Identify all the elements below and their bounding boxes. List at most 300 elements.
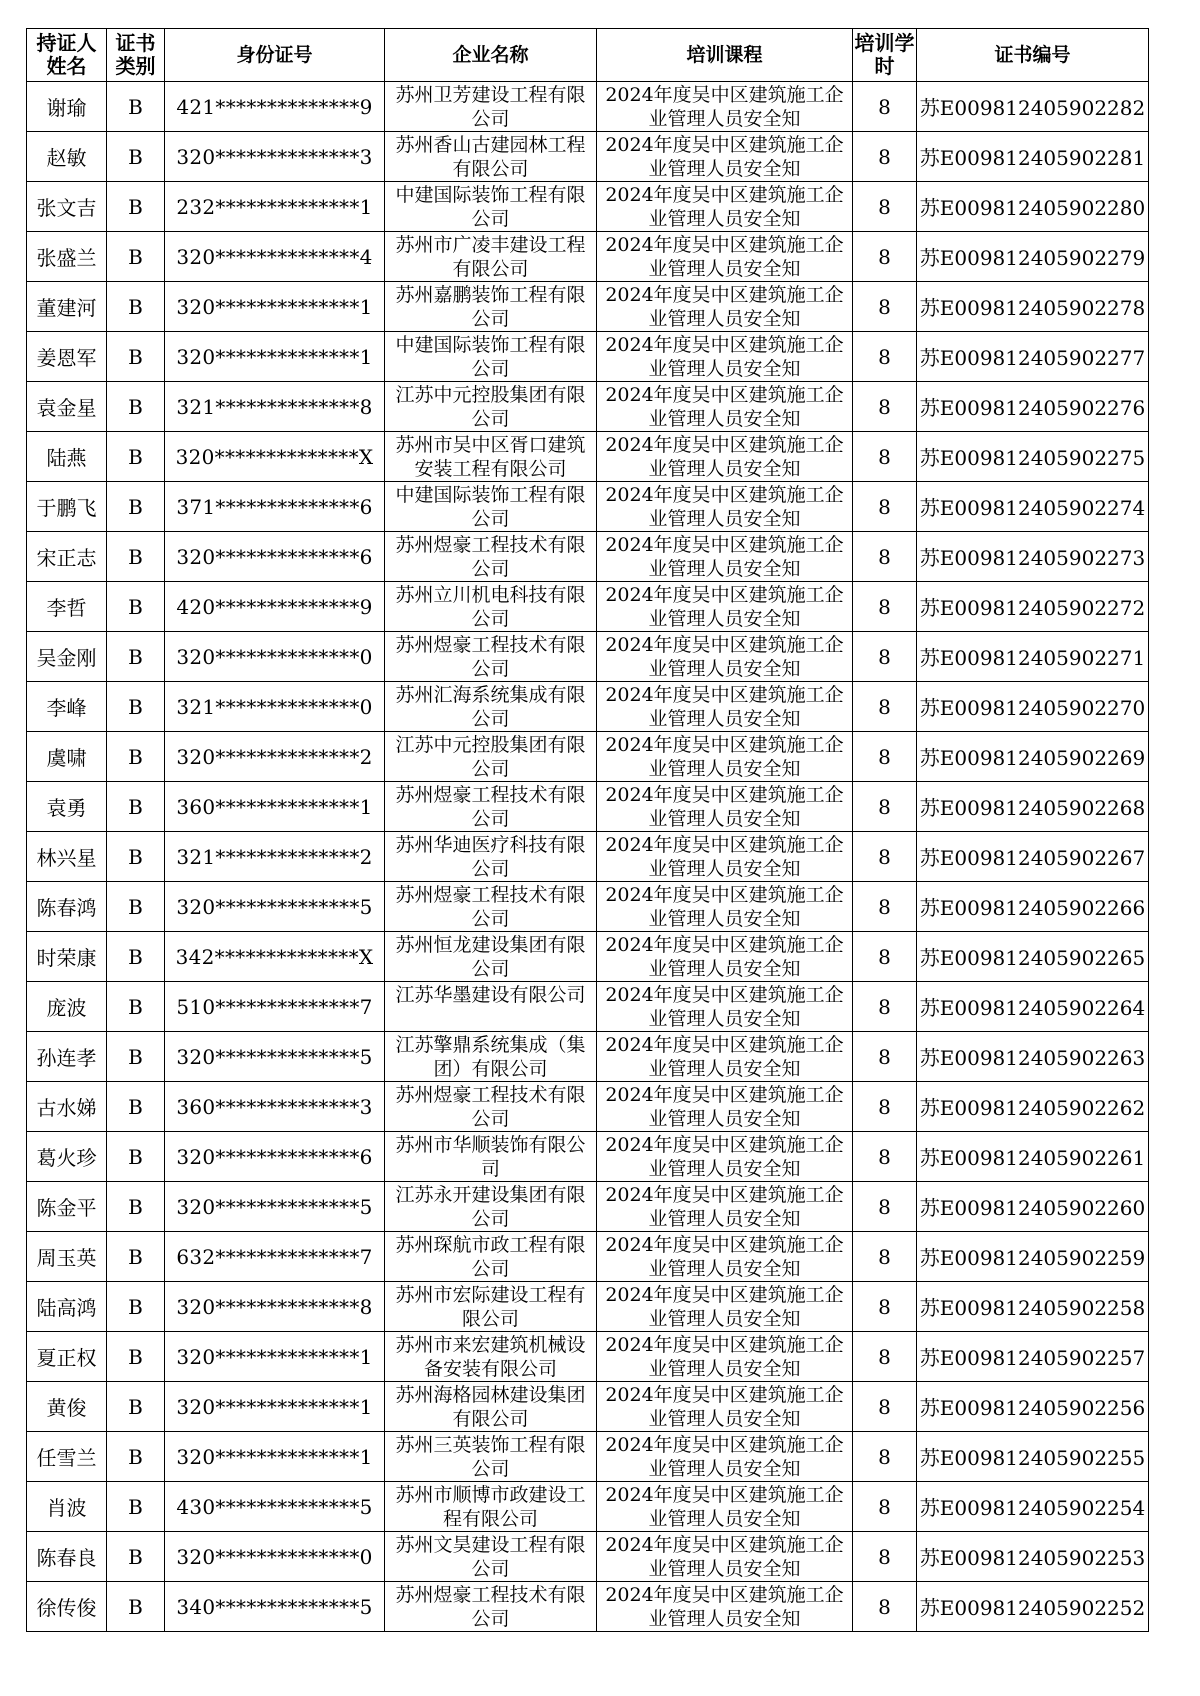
holder-name-cell: 李峰 xyxy=(27,682,107,732)
company-cell xyxy=(385,1082,597,1132)
header-course: 培训课程 xyxy=(597,29,853,82)
hours-cell: 8 xyxy=(853,232,917,282)
id-number-cell: 320**************X xyxy=(165,432,385,482)
course-cell xyxy=(597,432,853,482)
id-number-cell: 320**************4 xyxy=(165,232,385,282)
cert-number-cell: 苏E009812405902272 xyxy=(917,582,1149,632)
holder-name-cell: 于鹏飞 xyxy=(27,482,107,532)
cert-number-cell: 苏E009812405902282 xyxy=(917,82,1149,132)
company-cell-text: 江苏华墨建设有限公司 xyxy=(395,984,586,1006)
table-row xyxy=(27,382,1149,432)
course-cell-text: 2024年度吴中区建筑施工企业管理人员安全知 xyxy=(605,1484,844,1530)
course-cell-text: 2024年度吴中区建筑施工企业管理人员安全知 xyxy=(605,1434,844,1480)
id-number-cell: 320**************3 xyxy=(165,132,385,182)
company-cell-text: 中建国际装饰工程有限公司 xyxy=(395,484,586,530)
cert-type-cell: B xyxy=(107,932,165,982)
cert-number-cell: 苏E009812405902274 xyxy=(917,482,1149,532)
hours-cell: 8 xyxy=(853,1532,917,1582)
company-cell xyxy=(385,332,597,382)
holder-name-cell: 陆燕 xyxy=(27,432,107,482)
cert-number-cell: 苏E009812405902273 xyxy=(917,532,1149,582)
course-cell xyxy=(597,1282,853,1332)
cert-type-cell: B xyxy=(107,82,165,132)
holder-name-cell: 袁勇 xyxy=(27,782,107,832)
company-cell-text: 苏州汇海系统集成有限公司 xyxy=(395,684,586,730)
course-cell-text: 2024年度吴中区建筑施工企业管理人员安全知 xyxy=(605,334,844,380)
id-number-cell: 360**************1 xyxy=(165,782,385,832)
hours-cell: 8 xyxy=(853,1132,917,1182)
header-cert-type: 证书类别 xyxy=(107,29,165,82)
holder-name-cell: 谢瑜 xyxy=(27,82,107,132)
company-cell xyxy=(385,1232,597,1282)
holder-name-cell: 时荣康 xyxy=(27,932,107,982)
holder-name-cell: 古水娣 xyxy=(27,1082,107,1132)
course-cell-text: 2024年度吴中区建筑施工企业管理人员安全知 xyxy=(605,134,844,180)
table-row xyxy=(27,1082,1149,1132)
id-number-cell: 320**************1 xyxy=(165,1382,385,1432)
id-number-cell: 320**************1 xyxy=(165,1332,385,1382)
cert-number-cell: 苏E009812405902265 xyxy=(917,932,1149,982)
table-header xyxy=(27,29,1149,82)
table-row xyxy=(27,332,1149,382)
company-cell xyxy=(385,1382,597,1432)
id-number-cell: 320**************0 xyxy=(165,1532,385,1582)
cert-type-cell: B xyxy=(107,682,165,732)
hours-cell: 8 xyxy=(853,1082,917,1132)
header-id-number: 身份证号 xyxy=(165,29,385,82)
holder-name-cell: 赵敏 xyxy=(27,132,107,182)
holder-name-cell: 陈金平 xyxy=(27,1182,107,1232)
id-number-cell: 321**************2 xyxy=(165,832,385,882)
course-cell-text: 2024年度吴中区建筑施工企业管理人员安全知 xyxy=(605,1184,844,1230)
cert-number-cell: 苏E009812405902271 xyxy=(917,632,1149,682)
company-cell-text: 苏州嘉鹏装饰工程有限公司 xyxy=(395,284,586,330)
company-cell xyxy=(385,482,597,532)
cert-type-cell: B xyxy=(107,1332,165,1382)
cert-type-cell: B xyxy=(107,1032,165,1082)
hours-cell: 8 xyxy=(853,582,917,632)
cert-type-cell: B xyxy=(107,732,165,782)
holder-name-cell: 葛火珍 xyxy=(27,1132,107,1182)
company-cell xyxy=(385,1482,597,1532)
course-cell xyxy=(597,782,853,832)
cert-type-cell: B xyxy=(107,1432,165,1482)
course-cell-text: 2024年度吴中区建筑施工企业管理人员安全知 xyxy=(605,1034,844,1080)
course-cell xyxy=(597,982,853,1032)
cert-type-cell: B xyxy=(107,1232,165,1282)
id-number-cell: 321**************0 xyxy=(165,682,385,732)
cert-type-cell: B xyxy=(107,632,165,682)
holder-name-cell: 任雪兰 xyxy=(27,1432,107,1482)
cert-number-cell: 苏E009812405902255 xyxy=(917,1432,1149,1482)
course-cell xyxy=(597,1332,853,1382)
company-cell xyxy=(385,532,597,582)
company-cell xyxy=(385,1532,597,1582)
cert-number-cell: 苏E009812405902253 xyxy=(917,1532,1149,1582)
cert-type-cell: B xyxy=(107,1482,165,1532)
id-number-cell: 320**************1 xyxy=(165,282,385,332)
cert-type-cell: B xyxy=(107,582,165,632)
company-cell xyxy=(385,832,597,882)
cert-number-cell: 苏E009812405902264 xyxy=(917,982,1149,1032)
company-cell-text: 苏州三英装饰工程有限公司 xyxy=(395,1434,586,1480)
header-cert-number: 证书编号 xyxy=(917,29,1149,82)
table-row xyxy=(27,482,1149,532)
cert-type-cell: B xyxy=(107,1282,165,1332)
company-cell xyxy=(385,1132,597,1182)
company-cell-text: 苏州海格园林建设集团有限公司 xyxy=(395,1384,586,1430)
hours-cell: 8 xyxy=(853,432,917,482)
company-cell-text: 苏州文昊建设工程有限公司 xyxy=(395,1534,586,1580)
company-cell-text: 苏州煜豪工程技术有限公司 xyxy=(395,884,586,930)
holder-name-cell: 夏正权 xyxy=(27,1332,107,1382)
course-cell xyxy=(597,282,853,332)
holder-name-cell: 张文吉 xyxy=(27,182,107,232)
holder-name-cell: 宋正志 xyxy=(27,532,107,582)
hours-cell: 8 xyxy=(853,1032,917,1082)
company-cell xyxy=(385,1282,597,1332)
id-number-cell: 320**************1 xyxy=(165,332,385,382)
holder-name-cell: 林兴星 xyxy=(27,832,107,882)
company-cell-text: 苏州立川机电科技有限公司 xyxy=(395,584,586,630)
cert-type-cell: B xyxy=(107,1582,165,1632)
cert-number-cell: 苏E009812405902257 xyxy=(917,1332,1149,1382)
company-cell xyxy=(385,182,597,232)
cert-number-cell: 苏E009812405902254 xyxy=(917,1482,1149,1532)
cert-type-cell: B xyxy=(107,882,165,932)
table-row xyxy=(27,732,1149,782)
course-cell-text: 2024年度吴中区建筑施工企业管理人员安全知 xyxy=(605,1534,844,1580)
course-cell xyxy=(597,1432,853,1482)
company-cell-text: 苏州煜豪工程技术有限公司 xyxy=(395,1584,586,1630)
cert-type-cell: B xyxy=(107,832,165,882)
header-holder-name: 持证人姓名 xyxy=(27,29,107,82)
company-cell-text: 江苏中元控股集团有限公司 xyxy=(395,734,586,780)
hours-cell: 8 xyxy=(853,1432,917,1482)
course-cell-text: 2024年度吴中区建筑施工企业管理人员安全知 xyxy=(605,234,844,280)
cert-number-cell: 苏E009812405902263 xyxy=(917,1032,1149,1082)
company-cell-text: 苏州琛航市政工程有限公司 xyxy=(395,1234,586,1280)
table-row xyxy=(27,182,1149,232)
course-cell-text: 2024年度吴中区建筑施工企业管理人员安全知 xyxy=(605,634,844,680)
course-cell-text: 2024年度吴中区建筑施工企业管理人员安全知 xyxy=(605,734,844,780)
course-cell-text: 2024年度吴中区建筑施工企业管理人员安全知 xyxy=(605,1284,844,1330)
course-cell-text: 2024年度吴中区建筑施工企业管理人员安全知 xyxy=(605,484,844,530)
hours-cell: 8 xyxy=(853,182,917,232)
table-row xyxy=(27,1482,1149,1532)
id-number-cell: 510**************7 xyxy=(165,982,385,1032)
company-cell-text: 苏州市吴中区胥口建筑安装工程有限公司 xyxy=(395,434,586,480)
table-row xyxy=(27,582,1149,632)
holder-name-cell: 陆高鸿 xyxy=(27,1282,107,1332)
table-row xyxy=(27,932,1149,982)
cert-number-cell: 苏E009812405902270 xyxy=(917,682,1149,732)
course-cell-text: 2024年度吴中区建筑施工企业管理人员安全知 xyxy=(605,534,844,580)
id-number-cell: 632**************7 xyxy=(165,1232,385,1282)
cert-number-cell: 苏E009812405902278 xyxy=(917,282,1149,332)
company-cell xyxy=(385,432,597,482)
cert-number-cell: 苏E009812405902259 xyxy=(917,1232,1149,1282)
course-cell xyxy=(597,682,853,732)
table-row xyxy=(27,982,1149,1032)
company-cell-text: 苏州市宏际建设工程有限公司 xyxy=(395,1284,586,1330)
company-cell xyxy=(385,882,597,932)
id-number-cell: 232**************1 xyxy=(165,182,385,232)
cert-type-cell: B xyxy=(107,1382,165,1432)
table-row xyxy=(27,432,1149,482)
company-cell-text: 苏州卫芳建设工程有限公司 xyxy=(395,84,586,130)
table-row xyxy=(27,1382,1149,1432)
holder-name-cell: 陈春鸿 xyxy=(27,882,107,932)
course-cell xyxy=(597,482,853,532)
course-cell xyxy=(597,332,853,382)
id-number-cell: 321**************8 xyxy=(165,382,385,432)
id-number-cell: 360**************3 xyxy=(165,1082,385,1132)
cert-type-cell: B xyxy=(107,1082,165,1132)
table-row xyxy=(27,1582,1149,1632)
company-cell xyxy=(385,1432,597,1482)
company-cell xyxy=(385,282,597,332)
course-cell-text: 2024年度吴中区建筑施工企业管理人员安全知 xyxy=(605,684,844,730)
course-cell-text: 2024年度吴中区建筑施工企业管理人员安全知 xyxy=(605,434,844,480)
holder-name-cell: 袁金星 xyxy=(27,382,107,432)
company-cell xyxy=(385,382,597,432)
course-cell xyxy=(597,1132,853,1182)
cert-type-cell: B xyxy=(107,282,165,332)
id-number-cell: 320**************0 xyxy=(165,632,385,682)
table-row xyxy=(27,882,1149,932)
course-cell xyxy=(597,1382,853,1432)
hours-cell: 8 xyxy=(853,382,917,432)
cert-number-cell: 苏E009812405902280 xyxy=(917,182,1149,232)
id-number-cell: 320**************6 xyxy=(165,532,385,582)
cert-number-cell: 苏E009812405902281 xyxy=(917,132,1149,182)
table-row xyxy=(27,1282,1149,1332)
table-row xyxy=(27,682,1149,732)
company-cell xyxy=(385,232,597,282)
table-row xyxy=(27,632,1149,682)
holder-name-cell: 周玉英 xyxy=(27,1232,107,1282)
company-cell-text: 苏州恒龙建设集团有限公司 xyxy=(395,934,586,980)
hours-cell: 8 xyxy=(853,832,917,882)
hours-cell: 8 xyxy=(853,632,917,682)
table-row xyxy=(27,282,1149,332)
header-row xyxy=(27,29,1149,82)
course-cell-text: 2024年度吴中区建筑施工企业管理人员安全知 xyxy=(605,1584,844,1630)
company-cell xyxy=(385,932,597,982)
course-cell xyxy=(597,382,853,432)
header-company: 企业名称 xyxy=(385,29,597,82)
cert-type-cell: B xyxy=(107,1182,165,1232)
hours-cell: 8 xyxy=(853,1582,917,1632)
course-cell-text: 2024年度吴中区建筑施工企业管理人员安全知 xyxy=(605,784,844,830)
holder-name-cell: 庞波 xyxy=(27,982,107,1032)
course-cell-text: 2024年度吴中区建筑施工企业管理人员安全知 xyxy=(605,984,844,1030)
hours-cell: 8 xyxy=(853,132,917,182)
table-row xyxy=(27,1532,1149,1582)
holder-name-cell: 虞啸 xyxy=(27,732,107,782)
table-row xyxy=(27,782,1149,832)
course-cell-text: 2024年度吴中区建筑施工企业管理人员安全知 xyxy=(605,284,844,330)
company-cell-text: 苏州香山古建园林工程有限公司 xyxy=(395,134,586,180)
course-cell-text: 2024年度吴中区建筑施工企业管理人员安全知 xyxy=(605,884,844,930)
holder-name-cell: 张盛兰 xyxy=(27,232,107,282)
course-cell-text: 2024年度吴中区建筑施工企业管理人员安全知 xyxy=(605,934,844,980)
id-number-cell: 340**************5 xyxy=(165,1582,385,1632)
holder-name-cell: 董建河 xyxy=(27,282,107,332)
hours-cell: 8 xyxy=(853,882,917,932)
company-cell-text: 苏州华迪医疗科技有限公司 xyxy=(395,834,586,880)
course-cell xyxy=(597,532,853,582)
course-cell xyxy=(597,82,853,132)
cert-type-cell: B xyxy=(107,1532,165,1582)
company-cell xyxy=(385,1182,597,1232)
table-row xyxy=(27,832,1149,882)
course-cell xyxy=(597,1532,853,1582)
company-cell-text: 苏州市广凌丰建设工程有限公司 xyxy=(395,234,586,280)
course-cell-text: 2024年度吴中区建筑施工企业管理人员安全知 xyxy=(605,1234,844,1280)
holder-name-cell: 吴金刚 xyxy=(27,632,107,682)
cert-number-cell: 苏E009812405902269 xyxy=(917,732,1149,782)
cert-number-cell: 苏E009812405902267 xyxy=(917,832,1149,882)
company-cell xyxy=(385,582,597,632)
table-row xyxy=(27,1132,1149,1182)
holder-name-cell: 陈春良 xyxy=(27,1532,107,1582)
course-cell xyxy=(597,1232,853,1282)
company-cell-text: 江苏擎鼎系统集成（集团）有限公司 xyxy=(395,1034,586,1080)
hours-cell: 8 xyxy=(853,1382,917,1432)
table-row xyxy=(27,1232,1149,1282)
cert-type-cell: B xyxy=(107,1132,165,1182)
hours-cell: 8 xyxy=(853,282,917,332)
table-row xyxy=(27,1032,1149,1082)
cert-type-cell: B xyxy=(107,432,165,482)
company-cell xyxy=(385,1582,597,1632)
hours-cell: 8 xyxy=(853,982,917,1032)
company-cell-text: 苏州煜豪工程技术有限公司 xyxy=(395,1084,586,1130)
company-cell-text: 苏州煜豪工程技术有限公司 xyxy=(395,634,586,680)
certificate-table xyxy=(26,28,1149,1632)
company-cell xyxy=(385,782,597,832)
table-row xyxy=(27,232,1149,282)
cert-type-cell: B xyxy=(107,332,165,382)
course-cell xyxy=(597,232,853,282)
company-cell-text: 江苏永开建设集团有限公司 xyxy=(395,1184,586,1230)
hours-cell: 8 xyxy=(853,1482,917,1532)
id-number-cell: 320**************6 xyxy=(165,1132,385,1182)
hours-cell: 8 xyxy=(853,482,917,532)
course-cell xyxy=(597,732,853,782)
holder-name-cell: 肖波 xyxy=(27,1482,107,1532)
cert-number-cell: 苏E009812405902260 xyxy=(917,1182,1149,1232)
cert-number-cell: 苏E009812405902266 xyxy=(917,882,1149,932)
course-cell xyxy=(597,632,853,682)
company-cell xyxy=(385,982,597,1032)
company-cell xyxy=(385,682,597,732)
hours-cell: 8 xyxy=(853,82,917,132)
cert-type-cell: B xyxy=(107,782,165,832)
table-row xyxy=(27,1332,1149,1382)
company-cell xyxy=(385,82,597,132)
cert-number-cell: 苏E009812405902277 xyxy=(917,332,1149,382)
id-number-cell: 342**************X xyxy=(165,932,385,982)
company-cell-text: 苏州市来宏建筑机械设备安装有限公司 xyxy=(395,1334,586,1380)
course-cell xyxy=(597,1182,853,1232)
course-cell-text: 2024年度吴中区建筑施工企业管理人员安全知 xyxy=(605,1334,844,1380)
id-number-cell: 320**************5 xyxy=(165,1182,385,1232)
company-cell-text: 江苏中元控股集团有限公司 xyxy=(395,384,586,430)
course-cell-text: 2024年度吴中区建筑施工企业管理人员安全知 xyxy=(605,84,844,130)
company-cell-text: 苏州煜豪工程技术有限公司 xyxy=(395,534,586,580)
cert-type-cell: B xyxy=(107,182,165,232)
course-cell xyxy=(597,932,853,982)
id-number-cell: 421**************9 xyxy=(165,82,385,132)
hours-cell: 8 xyxy=(853,532,917,582)
course-cell xyxy=(597,1032,853,1082)
hours-cell: 8 xyxy=(853,1232,917,1282)
course-cell-text: 2024年度吴中区建筑施工企业管理人员安全知 xyxy=(605,384,844,430)
course-cell xyxy=(597,1482,853,1532)
hours-cell: 8 xyxy=(853,332,917,382)
id-number-cell: 320**************1 xyxy=(165,1432,385,1482)
cert-number-cell: 苏E009812405902276 xyxy=(917,382,1149,432)
hours-cell: 8 xyxy=(853,782,917,832)
id-number-cell: 371**************6 xyxy=(165,482,385,532)
hours-cell: 8 xyxy=(853,1182,917,1232)
cert-type-cell: B xyxy=(107,232,165,282)
cert-number-cell: 苏E009812405902261 xyxy=(917,1132,1149,1182)
cert-number-cell: 苏E009812405902275 xyxy=(917,432,1149,482)
course-cell-text: 2024年度吴中区建筑施工企业管理人员安全知 xyxy=(605,1384,844,1430)
course-cell-text: 2024年度吴中区建筑施工企业管理人员安全知 xyxy=(605,184,844,230)
table-row xyxy=(27,1432,1149,1482)
company-cell xyxy=(385,732,597,782)
id-number-cell: 320**************5 xyxy=(165,882,385,932)
company-cell-text: 苏州市华顺装饰有限公司 xyxy=(395,1134,586,1180)
course-cell xyxy=(597,882,853,932)
cert-type-cell: B xyxy=(107,982,165,1032)
table-row xyxy=(27,1182,1149,1232)
cert-type-cell: B xyxy=(107,132,165,182)
company-cell xyxy=(385,1332,597,1382)
company-cell-text: 苏州市顺博市政建设工程有限公司 xyxy=(395,1484,586,1530)
cert-type-cell: B xyxy=(107,382,165,432)
cert-number-cell: 苏E009812405902256 xyxy=(917,1382,1149,1432)
hours-cell: 8 xyxy=(853,932,917,982)
company-cell xyxy=(385,632,597,682)
course-cell-text: 2024年度吴中区建筑施工企业管理人员安全知 xyxy=(605,584,844,630)
header-hours: 培训学时 xyxy=(853,29,917,82)
table-row xyxy=(27,82,1149,132)
hours-cell: 8 xyxy=(853,1282,917,1332)
hours-cell: 8 xyxy=(853,1332,917,1382)
course-cell xyxy=(597,1082,853,1132)
holder-name-cell: 徐传俊 xyxy=(27,1582,107,1632)
cert-type-cell: B xyxy=(107,532,165,582)
holder-name-cell: 姜恩军 xyxy=(27,332,107,382)
hours-cell: 8 xyxy=(853,682,917,732)
cert-number-cell: 苏E009812405902252 xyxy=(917,1582,1149,1632)
table-row xyxy=(27,532,1149,582)
company-cell-text: 苏州煜豪工程技术有限公司 xyxy=(395,784,586,830)
cert-number-cell: 苏E009812405902268 xyxy=(917,782,1149,832)
company-cell xyxy=(385,1032,597,1082)
course-cell-text: 2024年度吴中区建筑施工企业管理人员安全知 xyxy=(605,834,844,880)
cert-number-cell: 苏E009812405902258 xyxy=(917,1282,1149,1332)
id-number-cell: 320**************8 xyxy=(165,1282,385,1332)
holder-name-cell: 孙连孝 xyxy=(27,1032,107,1082)
hours-cell: 8 xyxy=(853,732,917,782)
